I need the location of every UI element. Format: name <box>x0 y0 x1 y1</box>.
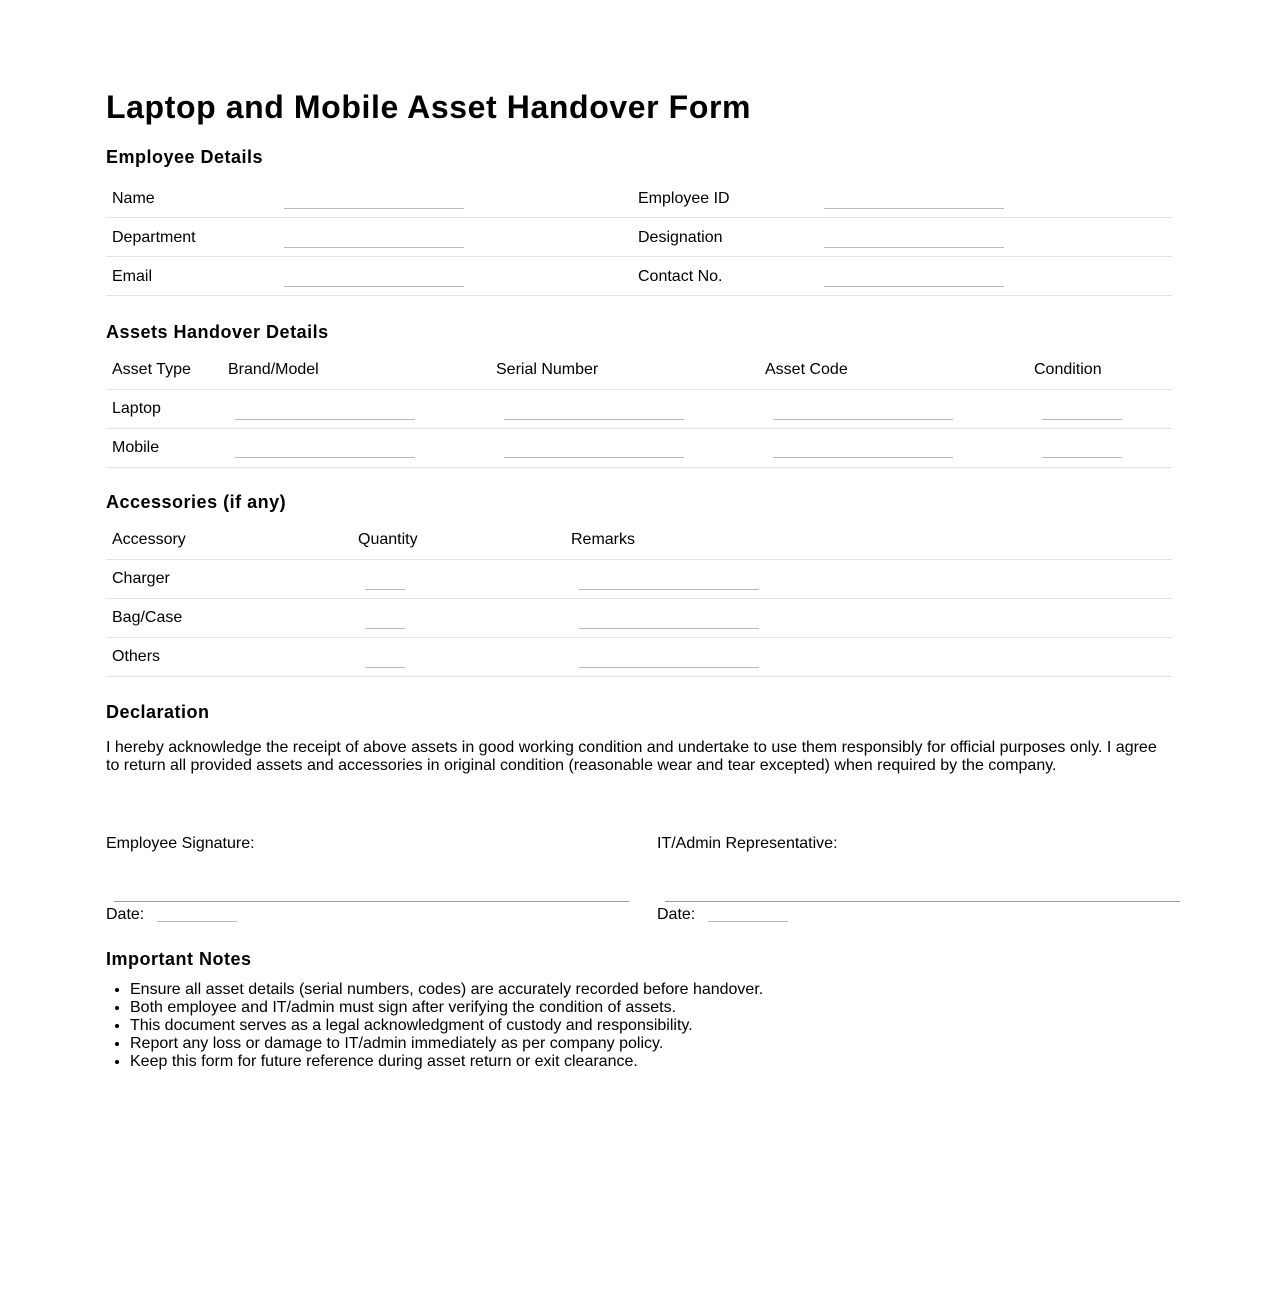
page-title: Laptop and Mobile Asset Handover Form <box>106 89 752 125</box>
employee-details-heading: Employee Details <box>106 147 264 167</box>
admin-date-label: Date: <box>657 906 696 923</box>
accessory-row-charger <box>106 560 1172 599</box>
contact-no-label: Contact No. <box>638 268 723 285</box>
list-item: • Both employee and IT/admin must sign after verifying the condition of assets. <box>130 999 1170 1017</box>
designation-field[interactable] <box>824 247 1004 248</box>
asset-code-header: Asset Code <box>765 361 848 378</box>
list-item: • Keep this form for future reference during asset return or exit clearance. <box>130 1053 1170 1071</box>
bag-case-remarks-field[interactable] <box>579 628 759 629</box>
laptop-brand-model-field[interactable] <box>235 419 415 420</box>
email-field[interactable] <box>284 286 464 287</box>
laptop-serial-number-field[interactable] <box>504 419 684 420</box>
notes-heading: Important Notes <box>106 949 252 969</box>
laptop-asset-code-field[interactable] <box>773 419 953 420</box>
accessory-bag-case: Bag/Case <box>112 609 183 626</box>
admin-signature-line[interactable] <box>665 901 1180 902</box>
list-item: • Report any loss or damage to IT/admin immediately as per company policy. <box>130 1035 1170 1053</box>
asset-type-mobile: Mobile <box>112 439 160 456</box>
employee-signature-line[interactable] <box>114 901 629 902</box>
serial-number-header: Serial Number <box>496 361 599 378</box>
admin-representative-label: IT/Admin Representative: <box>657 835 838 852</box>
employee-id-field[interactable] <box>824 208 1004 209</box>
admin-date-field[interactable] <box>708 921 788 922</box>
declaration-text: I hereby acknowledge the receipt of above assets in good working condition and undertake to use them responsibly for official purposes only. I agree to return all provided assets and accessories in original condition (reasonable wear and tear excepted) when required by the company. <box>106 739 1157 774</box>
list-item: • Ensure all asset details (serial numbers, codes) are accurately recorded before handover. <box>130 981 1170 999</box>
accessories-heading: Accessories (if any) <box>106 492 287 512</box>
list-item: • This document serves as a legal acknowledgment of custody and responsibility. <box>130 1017 1170 1035</box>
charger-remarks-field[interactable] <box>579 589 759 590</box>
contact-no-field[interactable] <box>824 286 1004 287</box>
assets-heading: Assets Handover Details <box>106 322 329 342</box>
department-field[interactable] <box>284 247 464 248</box>
notes-list <box>106 981 1170 1071</box>
remarks-header: Remarks <box>571 531 636 548</box>
name-label: Name <box>112 190 155 207</box>
employee-row-name <box>106 179 1172 218</box>
employee-signature-label: Employee Signature: <box>106 835 255 852</box>
accessories-header-row <box>106 521 1172 560</box>
quantity-header: Quantity <box>358 531 418 548</box>
declaration-heading: Declaration <box>106 702 210 722</box>
employee-id-label: Employee ID <box>638 190 730 207</box>
accessory-row-bag-case <box>106 599 1172 638</box>
accessory-others: Others <box>112 648 161 665</box>
designation-label: Designation <box>638 229 723 246</box>
bag-case-quantity-field[interactable] <box>365 628 405 629</box>
asset-type-laptop: Laptop <box>112 400 161 417</box>
employee-date-field[interactable] <box>157 921 237 922</box>
mobile-asset-code-field[interactable] <box>773 457 953 458</box>
employee-row-email <box>106 257 1172 296</box>
asset-row-mobile <box>106 429 1172 468</box>
mobile-condition-field[interactable] <box>1042 457 1122 458</box>
department-label: Department <box>112 229 196 246</box>
name-field[interactable] <box>284 208 464 209</box>
condition-header: Condition <box>1034 361 1102 378</box>
accessory-row-others <box>106 638 1172 677</box>
brand-model-header: Brand/Model <box>228 361 319 378</box>
asset-row-laptop <box>106 390 1172 429</box>
charger-quantity-field[interactable] <box>365 589 405 590</box>
others-quantity-field[interactable] <box>365 667 405 668</box>
mobile-serial-number-field[interactable] <box>504 457 684 458</box>
accessory-header: Accessory <box>112 531 186 548</box>
employee-row-department <box>106 218 1172 257</box>
others-remarks-field[interactable] <box>579 667 759 668</box>
employee-date-label: Date: <box>106 906 145 923</box>
laptop-condition-field[interactable] <box>1042 419 1122 420</box>
accessory-charger: Charger <box>112 570 170 587</box>
asset-type-header: Asset Type <box>112 361 191 378</box>
email-label: Email <box>112 268 153 285</box>
mobile-brand-model-field[interactable] <box>235 457 415 458</box>
assets-header-row <box>106 351 1172 390</box>
